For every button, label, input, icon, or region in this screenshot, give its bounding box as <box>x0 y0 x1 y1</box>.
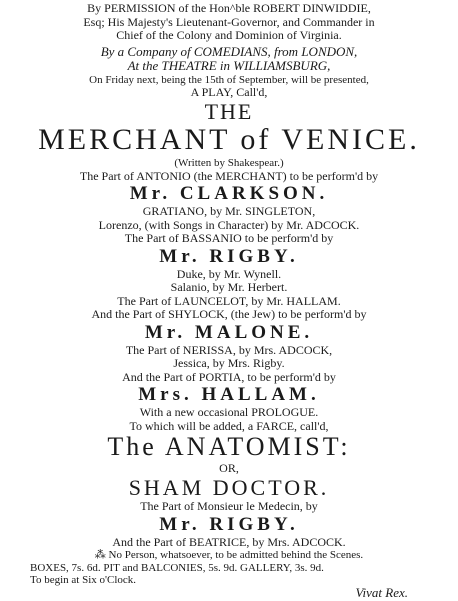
cast-list <box>10 170 448 406</box>
cast-line-antonio-part: The Part of ANTONIO (the MERCHANT) to be perform'd by <box>79 169 379 183</box>
cast-line-shylock-part: And the Part of SHYLOCK, (the Jew) to be perform'd by <box>91 308 367 322</box>
play-title-the: THE <box>204 99 254 124</box>
permission-line-1: By PERMISSION of the Hon^ble ROBERT DINWIDDIE, <box>87 2 371 15</box>
cast-line-nerissa: The Part of NERISSA, by Mrs. ADCOCK, <box>125 343 333 357</box>
start-time: To begin at Six o'Clock. <box>30 574 137 587</box>
farce-subtitle: SHAM DOCTOR. <box>128 476 330 500</box>
play-title: MERCHANT of VENICE. <box>38 125 420 156</box>
vivat-rex: Vivat Rex. <box>355 586 408 601</box>
backstage-notice: ⁂ No Person, whatsoever, to be admitted behind the Scenes. <box>94 549 364 562</box>
beatrice-part: And the Part of BEATRICE, by Mrs. ADCOCK. <box>112 535 346 549</box>
cast-line-mrs-hallam: Mrs. HALLAM. <box>138 385 320 406</box>
cast-line-jessica: Jessica, by Mrs. Rigby. <box>173 357 285 371</box>
cast-line-salanio: Salanio, by Mr. Herbert. <box>170 281 288 295</box>
prologue-line: With a new occasional PROLOGUE. <box>139 406 319 420</box>
cast-line-lorenzo: Lorenzo, (with Songs in Character) by Mr. ADCOCK. <box>98 218 360 232</box>
permission-line-3: Chief of the Colony and Dominion of Virginia. <box>116 29 342 43</box>
cast-line-duke: Duke, by Mr. Wynell. <box>176 267 282 281</box>
farce-or: OR, <box>219 462 239 476</box>
permission-line-2: Esq; His Majesty's Lieutenant-Governor, and Commander in <box>83 15 375 29</box>
play-intro: A PLAY, Call'd, <box>190 86 268 100</box>
author-credit: (Written by Shakespear.) <box>174 157 284 170</box>
cast-line-launcelot: The Part of LAUNCELOT, by Mr. HALLAM. <box>117 294 341 308</box>
company-line: By a Company of COMEDIANS, from LONDON, <box>100 44 358 59</box>
farce-intro: To which will be added, a FARCE, call'd, <box>129 419 329 433</box>
cast-line-clarkson: Mr. CLARKSON. <box>129 184 329 205</box>
cast-line-bassanio-part: The Part of BASSANIO to be perform'd by <box>124 232 334 246</box>
cast-line-portia-part: And the Part of PORTIA, to be perform'd by <box>122 370 336 384</box>
farce-title: The ANATOMIST: <box>107 434 351 461</box>
cast-line-rigby: Mr. RIGBY. <box>159 246 299 267</box>
ticket-prices: BOXES, 7s. 6d. PIT and BALCONIES, 5s. 9d. GALLERY, 3s. 9d. <box>30 561 324 574</box>
performance-date: On Friday next, being the 15th of September, will be presented, <box>89 74 369 87</box>
cast-line-malone: Mr. MALONE. <box>144 322 314 343</box>
cast-line-gratiano: GRATIANO, by Mr. SINGLETON, <box>142 205 316 219</box>
medecin-part: The Part of Monsieur le Medecin, by <box>140 500 318 514</box>
theatre-line: At the THEATRE in WILLIAMSBURG, <box>127 59 331 74</box>
actor-rigby-farce: Mr. RIGBY. <box>159 514 299 535</box>
